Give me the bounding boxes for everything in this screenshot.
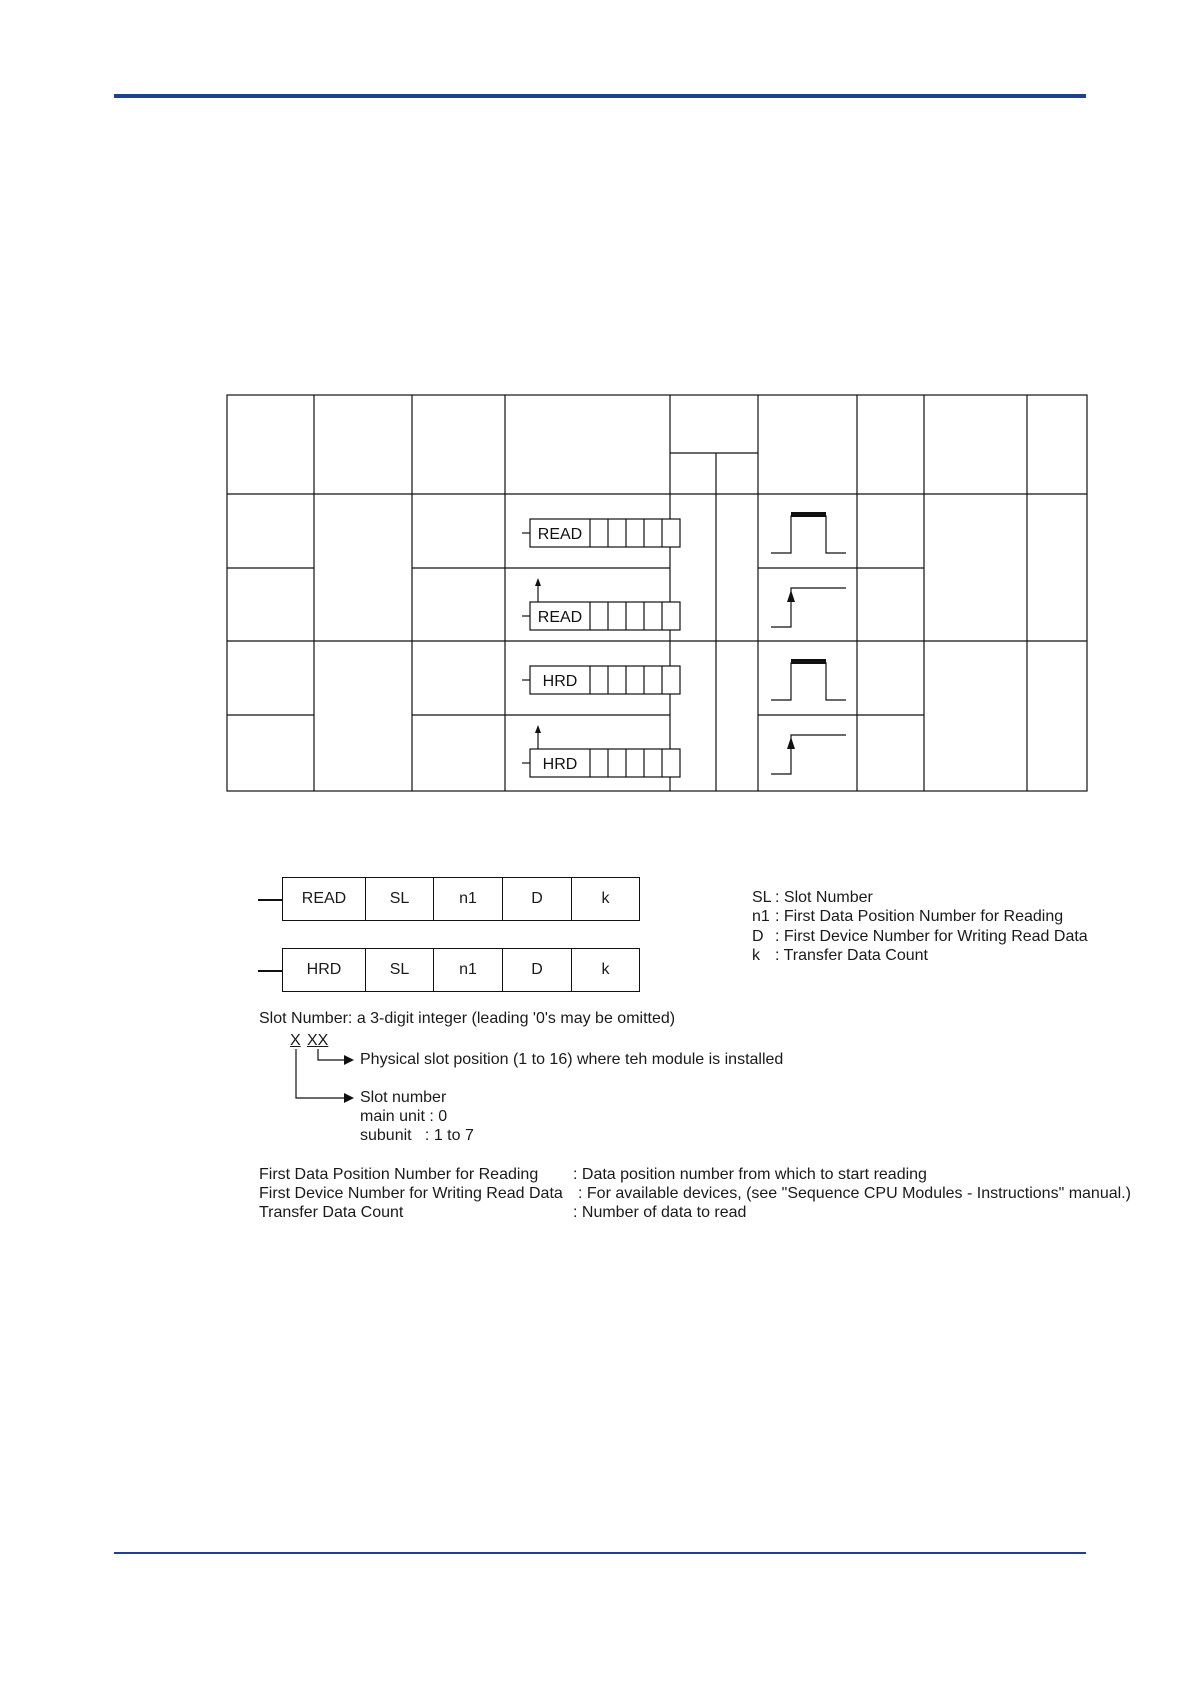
legend-key: SL (752, 889, 772, 906)
legend-text: : Slot Number (775, 889, 873, 906)
format-cell-k: k (571, 948, 640, 992)
format-cell-k: k (571, 877, 640, 921)
rising-edge-icon (771, 588, 846, 627)
param-name: Transfer Data Count (259, 1204, 404, 1221)
param-desc: : Number of data to read (573, 1204, 747, 1221)
format-cell-d: D (502, 948, 572, 992)
slot-number-text: Slot number (360, 1089, 447, 1106)
format-lead-line (258, 970, 282, 972)
instruction-table (226, 394, 1088, 792)
param-name: First Data Position Number for Reading (259, 1166, 539, 1183)
format-cell-n1: n1 (433, 877, 503, 921)
param-name: First Device Number for Writing Read Data (259, 1185, 563, 1202)
ladder-symbol-read-edge (522, 578, 680, 630)
legend-key: k (752, 947, 760, 964)
format-cell-sl: SL (365, 877, 434, 921)
legend-key: D (752, 928, 764, 945)
format-cell-sl: SL (365, 948, 434, 992)
format-cell-mnemonic: HRD (282, 948, 366, 992)
ladder-label: HRD (542, 756, 578, 773)
legend-text: : First Data Position Number for Reading (775, 908, 1064, 925)
footer-rule (114, 1552, 1086, 1554)
slot-heading: Slot Number: a 3-digit integer (leading '0's may be omitted) (259, 1010, 676, 1027)
slot-digit-unit: X (290, 1032, 301, 1049)
format-cell-n1: n1 (433, 948, 503, 992)
rising-edge-icon (771, 735, 846, 774)
ladder-label: READ (537, 609, 583, 626)
ladder-label: HRD (542, 673, 578, 690)
slot-main-unit-text: main unit : 0 (360, 1108, 448, 1125)
ladder-symbol-read (522, 519, 680, 547)
param-desc: : For available devices, (see "Sequence CPU Modules - Instructions" manual.) (578, 1185, 1131, 1202)
format-cell-d: D (502, 877, 572, 921)
legend-text: : First Device Number for Writing Read Data (775, 928, 1088, 945)
ladder-symbol-hrd-edge (522, 725, 680, 777)
format-cell-mnemonic: READ (282, 877, 366, 921)
legend-key: n1 (752, 908, 770, 925)
param-desc: : Data position number from which to start reading (573, 1166, 927, 1183)
level-pulse-icon (771, 659, 846, 700)
legend-text: : Transfer Data Count (775, 947, 928, 964)
slot-physical-position-text: Physical slot position (1 to 16) where teh module is installed (360, 1051, 784, 1068)
slot-digit-position: XX (307, 1032, 329, 1049)
level-pulse-icon (771, 512, 846, 553)
ladder-label: READ (537, 526, 583, 543)
slot-subunit-text: subunit : 1 to 7 (360, 1127, 474, 1144)
ladder-symbol-hrd (522, 666, 680, 694)
slot-arrow-diagram (290, 1048, 360, 1108)
header-rule (114, 94, 1086, 98)
format-lead-line (258, 899, 282, 901)
